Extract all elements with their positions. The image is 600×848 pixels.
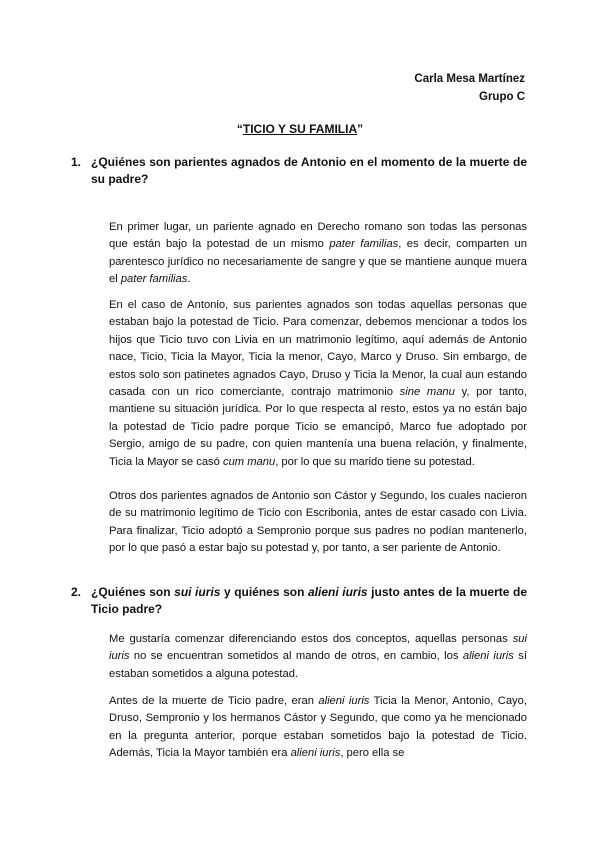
p4-text-a: Me gustaría comenzar diferenciando estos dos conceptos, aquellas personas xyxy=(109,633,513,645)
p2-text-c: y, por tanto, mantiene su situación jurídica. Por lo que respecta al resto, estos ya no están bajo la potestad de Ticio padre porque Ticio se emancipó, Marco fue adoptado por Sergio, amigo de su padre, con quien mantenía una buena relación, y finalmente, Ticia la Mayor se casó xyxy=(109,386,527,468)
question-2-number: 2. xyxy=(71,585,82,599)
question-1-text: ¿Quiénes son parientes agnados de Antonio en el momento de la muerte de su padre? xyxy=(91,155,527,186)
q2-italic-sui-iuris: sui iuris xyxy=(174,585,221,599)
document-header xyxy=(414,70,525,106)
p4-text-e: sí estaban sometidos a alguna potestad. xyxy=(109,650,527,680)
p1-text-c: , es decir, comparten un parentesco jurídico no necesariamente de sangre y que se mantiene aunque muera el xyxy=(109,238,527,286)
p5-text-e: , pero ella se xyxy=(340,747,405,760)
p4-text-c: no se encuentran sometidos al mando de otros, en cambio, los xyxy=(129,650,463,663)
title-text: TICIO Y SU FAMILIA xyxy=(242,122,358,136)
question-2 xyxy=(71,584,528,618)
question-1-number: 1. xyxy=(71,155,82,169)
q2-italic-alieni-iuris: alieni iuris xyxy=(308,585,368,599)
document-title xyxy=(0,122,600,136)
p5-italic-alieni-iuris-2: alieni iuris xyxy=(290,747,341,760)
paragraph-5 xyxy=(109,693,527,763)
q2-text-e: justo antes de la muerte de Ticio padre? xyxy=(91,585,528,616)
paragraph-4 xyxy=(109,631,527,683)
p3-text: Otros dos parientes agnados de Antonio son Cástor y Segundo, los cuales nacieron de su matrimonio legítimo de Ticio con Escribonia, antes de estar casado con Livia. Para finalizar, Ticio adoptó a Sempronio porque sus padres no podían mantenerlo, por lo que pasó a estar bajo su potestad y, por tanto, a ser pariente de Antonio. xyxy=(109,490,527,555)
p1-italic-pater-familias: pater familias xyxy=(329,238,399,251)
p2-text-e: , por lo que su marido tiene su potestad. xyxy=(275,455,475,468)
p5-italic-alieni-iuris: alieni iuris xyxy=(318,695,370,707)
p5-text-a: Antes de la muerte de Ticio padre, eran xyxy=(109,695,319,707)
p2-text-a: En el caso de Antonio, sus parientes agnados son todas aquellas personas que estaban bajo la potestad de Ticio. Para comenzar, debemos mencionar a todos los hijos que Ticio tuvo con Livia en un matrimonio legítimo, aquí además de Antonio nace, Ticio, Ticia la Mayor, Ticia la menor, Cayo, Marco y Druso. Sin embargo, de estos solo son patinetes agnados Cayo, Druso y Ticia la Menor, la cual aun estando casada con un rico comerciante, contrajo matrimonio xyxy=(109,299,527,399)
p4-italic-sui-iuris: sui iuris xyxy=(109,633,527,663)
p1-text-e: . xyxy=(187,273,191,286)
p2-italic-sine-manu: sine manu xyxy=(399,386,455,399)
paragraph-2 xyxy=(109,297,527,471)
title-close-quote: ” xyxy=(357,122,364,136)
p2-italic-cum-manu: cum manu xyxy=(222,455,276,468)
title-open-quote: “ xyxy=(236,122,243,136)
p4-italic-alieni-iuris: alieni iuris xyxy=(462,650,514,663)
question-1 xyxy=(71,154,527,188)
author-name: Carla Mesa Martínez xyxy=(414,73,525,85)
paragraph-3 xyxy=(109,488,527,558)
p1-text-a: En primer lugar, un pariente agnado en Derecho romano son todas las personas que están bajo la potestad de un mismo xyxy=(109,221,527,251)
q2-text-a: ¿Quiénes son xyxy=(91,585,175,599)
p1-italic-pater-familias-2: pater familias xyxy=(120,273,188,286)
q2-text-c: y quiénes son xyxy=(220,585,308,599)
paragraph-1 xyxy=(109,219,527,289)
p5-text-c: Ticia la Menor, Antonio, Cayo, Druso, Sempronio y los hermanos Cástor y Segundo, que como ya he mencionado en la pregunta anterior, porque estaban sometidos bajo la potestad de Ticio. Además, Ticia la Mayor también era xyxy=(109,695,527,760)
group-label: Grupo C xyxy=(479,91,525,103)
